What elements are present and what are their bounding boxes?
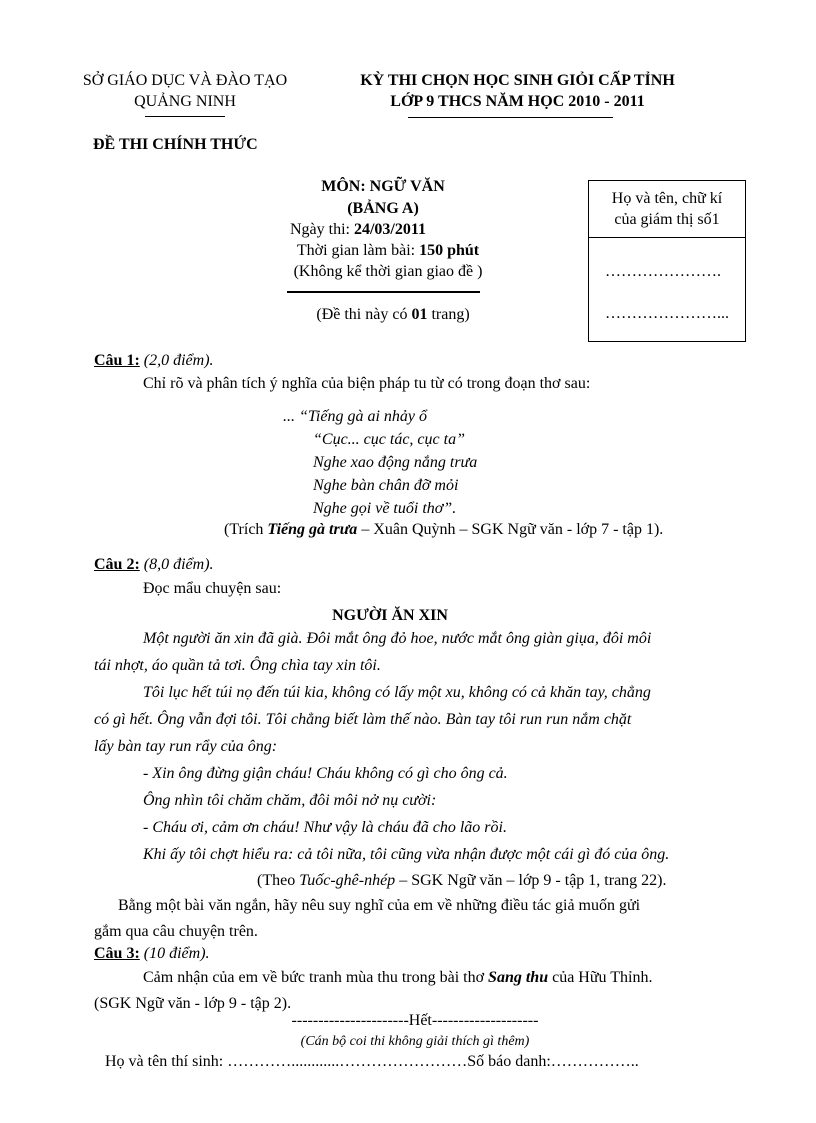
question-2-task-cont: gắm qua câu chuyện trên. — [94, 923, 258, 940]
story-line: lấy bàn tay run rẩy của ông: — [94, 738, 278, 755]
question-1-label: Câu 1: — [94, 352, 140, 369]
page-count-prefix: (Đề thi này có — [316, 306, 412, 323]
story-line: Tôi lục hết túi nọ đến túi kia, không có lấy một xu, không có cả khăn tay, chẳng — [143, 684, 651, 701]
question-1-prompt: Chỉ rõ và phân tích ý nghĩa của biện pháp tu từ có trong đoạn thơ sau: — [143, 375, 591, 392]
question-3-label: Câu 3: — [94, 945, 140, 962]
candidate-info-line: Họ và tên thí sinh: …………............……………………Số báo danh:…………….. — [105, 1053, 639, 1070]
signature-box-title-line2: của giám thị số1 — [614, 211, 720, 228]
question-2-intro: Đọc mẩu chuyện sau: — [143, 580, 282, 597]
question-1-points: (2,0 điểm). — [143, 352, 214, 369]
source-title: Tuốc-ghê-nhép — [299, 872, 396, 889]
question-2-heading — [94, 556, 214, 574]
exam-grade-year: LỚP 9 THCS NĂM HỌC 2010 - 2011 — [390, 93, 645, 110]
signature-box-divider — [589, 237, 745, 238]
question-3-prompt — [143, 969, 652, 987]
exam-duration — [288, 242, 488, 260]
exam-duration-value: 150 phút — [419, 242, 480, 259]
prompt-suffix: của Hữu Thỉnh. — [548, 969, 653, 986]
story-line: Một người ăn xin đã già. Đôi mắt ông đỏ hoe, nước mắt ông giàn giụa, đôi môi — [143, 630, 652, 647]
left-header-underline — [145, 116, 225, 117]
question-3-points: (10 điểm). — [143, 945, 210, 962]
end-marker: ----------------------Hết-------------------- — [291, 1012, 539, 1029]
signature-line-2: …………………... — [605, 305, 729, 322]
story-line: tái nhợt, áo quần tả tơi. Ông chìa tay xin tôi. — [94, 657, 381, 674]
exam-date-label: Ngày thi: — [289, 221, 354, 238]
question-2-source — [257, 872, 667, 890]
page-count-suffix: trang) — [427, 306, 470, 323]
story-line: có gì hết. Ông vẫn đợi tôi. Tôi chẳng biết làm thế nào. Bàn tay tôi run run nắm chặt — [94, 711, 632, 728]
poem-line: ... “Tiếng gà ai nhảy ổ — [283, 408, 428, 425]
exam-title: KỲ THI CHỌN HỌC SINH GIỎI CẤP TỈNH — [360, 72, 675, 89]
story-line: - Xin ông đừng giận cháu! Cháu không có gì cho ông cả. — [143, 765, 508, 782]
poem-line: Nghe gọi về tuổi thơ”. — [313, 500, 457, 517]
province-name: QUẢNG NINH — [134, 93, 236, 110]
source-prefix: (Trích — [224, 521, 268, 538]
story-line: - Cháu ơi, cảm ơn cháu! Như vậy là cháu đã cho lão rồi. — [143, 819, 507, 836]
question-2-points: (8,0 điểm). — [143, 556, 214, 573]
source-suffix: – SGK Ngữ văn – lớp 9 - tập 1, trang 22). — [395, 872, 667, 889]
department-name: SỞ GIÁO DỤC VÀ ĐÀO TẠO — [82, 72, 288, 89]
source-title: Tiếng gà trưa — [267, 521, 358, 538]
subject-divider — [287, 291, 480, 293]
exam-date-value: 24/03/2011 — [353, 221, 426, 238]
poem-title: Sang thu — [488, 969, 549, 986]
exam-duration-note: (Không kể thời gian giao đề ) — [293, 263, 483, 280]
story-title: NGƯỜI ĂN XIN — [332, 607, 448, 624]
question-2-task: Bằng một bài văn ngắn, hãy nêu suy nghĩ của em về những điều tác giả muốn gửi — [118, 897, 641, 914]
source-prefix: (Theo — [257, 872, 300, 889]
proctor-note: (Cán bộ coi thi không giải thích gì thêm) — [300, 1034, 530, 1049]
page-count — [283, 306, 503, 324]
poem-line: Nghe xao động nắng trưa — [313, 454, 478, 471]
source-suffix: – Xuân Quỳnh – SGK Ngữ văn - lớp 7 - tập 1). — [357, 521, 664, 538]
story-line: Ông nhìn tôi chăm chăm, đôi môi nở nụ cười: — [143, 792, 437, 809]
right-header-underline — [408, 117, 613, 118]
official-exam-label: ĐỀ THI CHÍNH THỨC — [93, 136, 258, 153]
prompt-prefix: Cảm nhận của em về bức tranh mùa thu trong bài thơ — [143, 969, 489, 986]
signature-line-1: …………………. — [605, 263, 721, 280]
question-1-heading — [94, 352, 214, 370]
exam-duration-label: Thời gian làm bài: — [296, 242, 420, 259]
proctor-signature-box — [588, 180, 746, 342]
signature-box-title-line1: Họ và tên, chữ kí — [611, 190, 723, 207]
page-count-value: 01 — [411, 306, 428, 323]
subject-board: (BẢNG A) — [347, 200, 419, 217]
question-3-source: (SGK Ngữ văn - lớp 9 - tập 2). — [94, 995, 292, 1012]
question-3-heading — [94, 945, 210, 963]
question-2-label: Câu 2: — [94, 556, 140, 573]
story-line: Khi ấy tôi chợt hiểu ra: cả tôi nữa, tôi cũng vừa nhận được một cái gì đó của ông. — [143, 846, 670, 863]
poem-line: “Cục... cục tác, cục ta” — [313, 431, 465, 448]
question-1-source — [224, 521, 663, 539]
poem-line: Nghe bàn chân đỡ mỏi — [313, 477, 459, 494]
subject-title: MÔN: NGỮ VĂN — [321, 178, 445, 195]
exam-date — [258, 221, 458, 239]
